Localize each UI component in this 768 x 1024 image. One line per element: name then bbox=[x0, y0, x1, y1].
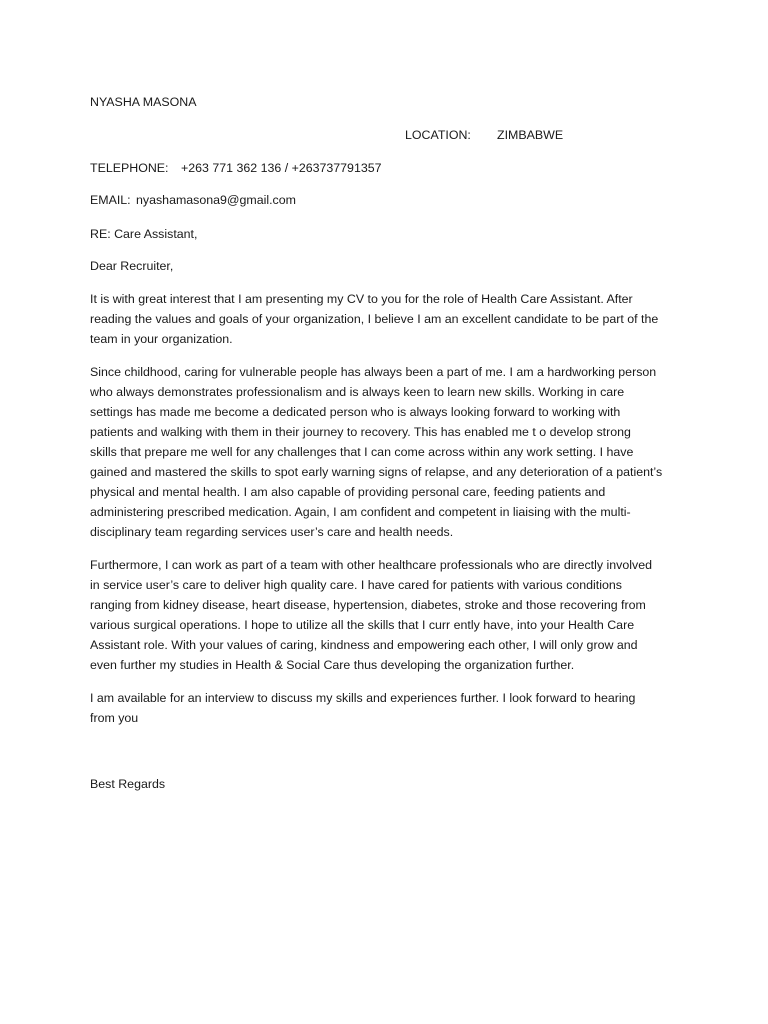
paragraph-line: reading the values and goals of your organization, I believe I am an excellent candidate to be part of the bbox=[90, 312, 659, 326]
paragraph-line: ranging from kidney disease, heart disease, hypertension, diabetes, stroke and those recovering from bbox=[90, 598, 646, 612]
paragraph-availability bbox=[90, 688, 690, 728]
paragraph-line: skills that prepare me well for any challenges that I can come across within any work setting. I have bbox=[90, 445, 634, 459]
email-value: nyashamasona9@gmail.com bbox=[136, 193, 296, 207]
paragraph-line: physical and mental health. I am also capable of providing personal care, feeding patients and bbox=[90, 485, 606, 499]
paragraph-intro bbox=[90, 289, 690, 349]
telephone-label: TELEPHONE: bbox=[90, 161, 169, 175]
paragraph-line: Furthermore, I can work as part of a team with other healthcare professionals who are directly involved bbox=[90, 558, 652, 572]
paragraph-line: administering prescribed medication. Again, I am confident and competent in liaising with the multi- bbox=[90, 505, 631, 519]
paragraph-line: disciplinary team regarding services user’s care and health needs. bbox=[90, 525, 454, 539]
paragraph-line: Since childhood, caring for vulnerable people has always been a part of me. I am a hardworking person bbox=[90, 365, 657, 379]
paragraph-line: in service user’s care to deliver high quality care. I have cared for patients with various conditions bbox=[90, 578, 622, 592]
paragraph-line: It is with great interest that I am presenting my CV to you for the role of Health Care Assistant. After bbox=[90, 292, 633, 306]
paragraph-line: even further my studies in Health & Social Care thus developing the organization further. bbox=[90, 658, 575, 672]
paragraph-line: I am available for an interview to discuss my skills and experiences further. I look forward to hearing bbox=[90, 691, 636, 705]
paragraph-line: gained and mastered the skills to spot early warning signs of relapse, and any deterioration of a patient’s bbox=[90, 465, 663, 479]
paragraph-teamwork bbox=[90, 555, 690, 675]
paragraph-line: various surgical operations. I hope to utilize all the skills that I curr ently have, into your Health Care bbox=[90, 618, 635, 632]
closing: Best Regards bbox=[90, 777, 166, 791]
location-value: ZIMBABWE bbox=[497, 128, 564, 142]
salutation: Dear Recruiter, bbox=[90, 259, 174, 273]
paragraph-line: team in your organization. bbox=[90, 332, 233, 346]
applicant-name: NYASHA MASONA bbox=[90, 95, 197, 109]
paragraph-line: who always demonstrates professionalism and is always keen to learn new skills. Working in care bbox=[90, 385, 625, 399]
paragraph-line: settings has made me become a dedicated person who is always looking forward to working with bbox=[90, 405, 621, 419]
paragraph-experience bbox=[90, 362, 690, 542]
email-label: EMAIL: bbox=[90, 193, 131, 207]
paragraph-line: from you bbox=[90, 711, 139, 725]
re-line: RE: Care Assistant, bbox=[90, 227, 198, 241]
paragraph-line: patients and walking with them in their journey to recovery. This has enabled me t o develop strong bbox=[90, 425, 631, 439]
paragraph-line: Assistant role. With your values of caring, kindness and empowering each other, I will only grow and bbox=[90, 638, 638, 652]
location-label: LOCATION: bbox=[405, 128, 471, 142]
telephone-value: +263 771 362 136 / +263737791357 bbox=[181, 161, 382, 175]
